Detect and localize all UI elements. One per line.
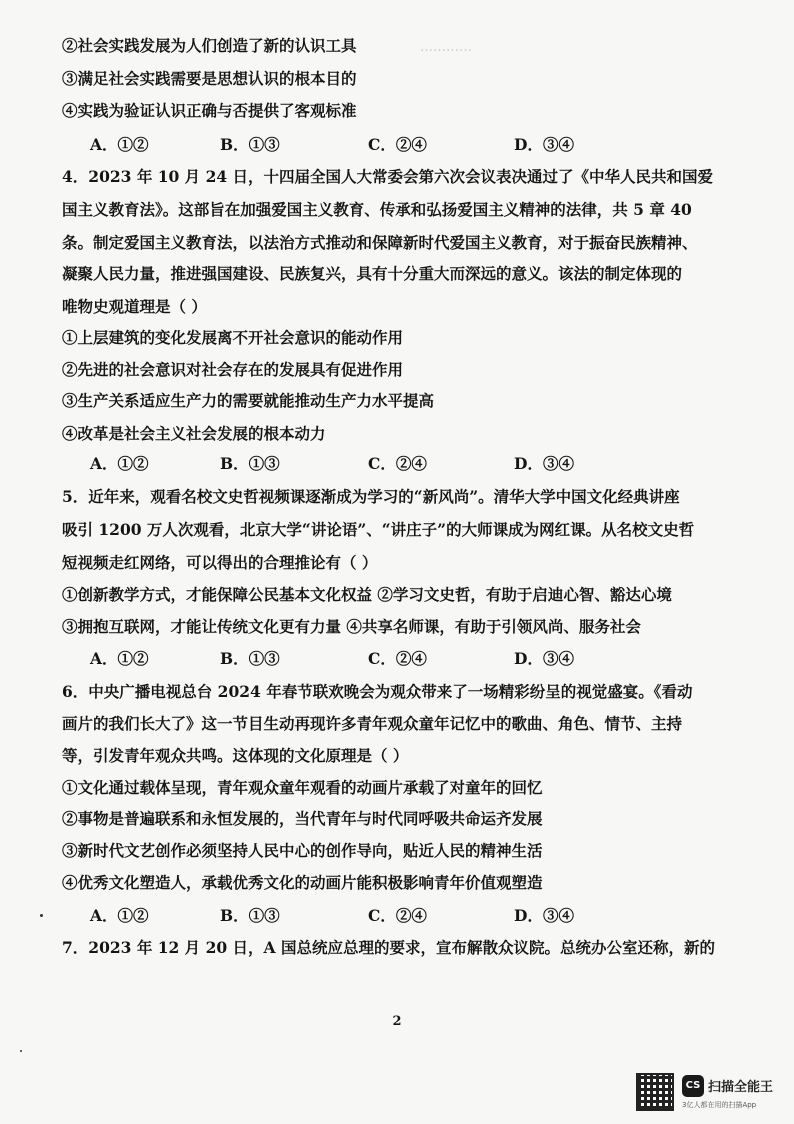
option-line: ①上层建筑的变化发展离不开社会意识的能动作用 (62, 328, 404, 347)
option-line: ③新时代文艺创作必须坚持人民中心的创作导向，贴近人民的精神生活 (62, 841, 543, 860)
choice-c: C．②④ (368, 649, 427, 668)
scanner-tagline: 3亿人都在用的扫描App (682, 1101, 757, 1109)
question-text: 短视频走红网络，可以得出的合理推论有（ ） (62, 553, 378, 572)
question-text: 7．2023 年 12 月 20 日，A 国总统应总理的要求，宣布解散众议院。总统办公室还称，新的 (62, 938, 715, 957)
question-text: 唯物史观道理是（ ） (62, 297, 207, 316)
option-line: ③满足社会实践需要是思想认识的根本目的 (62, 69, 357, 88)
question-text: 凝聚人民力量，推进强国建设、民族复兴，具有十分重大而深远的意义。该法的制定体现的 (62, 264, 683, 283)
question-text: 等，引发青年观众共鸣。这体现的文化原理是（ ） (62, 746, 409, 765)
option-line: ④实践为验证认识正确与否提供了客观标准 (62, 101, 357, 120)
cs-logo-icon: CS (682, 1075, 704, 1097)
scan-speck (40, 914, 43, 917)
option-line: ①创新教学方式，才能保障公民基本文化权益 ②学习文史哲，有助于启迪心智、豁达心境 (62, 585, 672, 604)
option-line: ③生产关系适应生产力的需要就能推动生产力水平提高 (62, 391, 435, 410)
choice-d: D．③④ (514, 649, 574, 668)
option-line: ④优秀文化塑造人，承载优秀文化的动画片能积极影响青年价值观塑造 (62, 873, 543, 892)
choice-c: C．②④ (368, 135, 427, 154)
choice-a: A．①② (90, 454, 149, 473)
choice-d: D．③④ (514, 906, 574, 925)
choice-c: C．②④ (368, 906, 427, 925)
option-line: ②社会实践发展为人们创造了新的认识工具 (62, 36, 357, 55)
option-line: ③拥抱互联网，才能让传统文化更有力量 ④共享名师课，有助于引领风尚、服务社会 (62, 617, 641, 636)
question-text: 国主义教育法》。这部旨在加强爱国主义教育、传承和弘扬爱国主义精神的法律，共 5 章 40 (62, 200, 692, 219)
choice-d: D．③④ (514, 454, 574, 473)
scanner-brand: 扫描全能王 (708, 1080, 774, 1095)
choice-c: C．②④ (368, 454, 427, 473)
page-number: 2 (392, 1014, 402, 1029)
choice-a: A．①② (90, 649, 149, 668)
question-text: 4．2023 年 10 月 24 日，十四届全国人大常委会第六次会议表决通过了《中华人民共和国爱 (62, 167, 714, 186)
scan-speck (20, 1050, 22, 1052)
option-line: ②事物是普遍联系和永恒发展的，当代青年与时代同呼吸共命运齐发展 (62, 809, 543, 828)
option-line: ②先进的社会意识对社会存在的发展具有促进作用 (62, 360, 404, 379)
choice-d: D．③④ (514, 135, 574, 154)
choice-b: B．①③ (220, 906, 280, 925)
question-text: 6．中央广播电视总台 2024 年春节联欢晚会为观众带来了一场精彩纷呈的视觉盛宴。《看动 (62, 682, 693, 701)
bleed-through-text: ………… (420, 40, 472, 55)
option-line: ①文化通过载体呈现，青年观众童年观看的动画片承载了对童年的回忆 (62, 778, 543, 797)
choice-a: A．①② (90, 906, 149, 925)
question-text: 画片的我们长大了》这一节目生动再现许多青年观众童年记忆中的歌曲、角色、情节、主持 (62, 714, 683, 733)
question-text: 条。制定爱国主义教育法，以法治方式推动和保障新时代爱国主义教育，对于振奋民族精神、 (62, 233, 698, 252)
question-text: 吸引 1200 万人次观看，北京大学“讲论语”、“讲庄子”的大师课成为网红课。从名校文史哲 (62, 520, 695, 539)
question-text: 5．近年来，观看名校文史哲视频课逐渐成为学习的“新风尚”。清华大学中国文化经典讲座 (62, 487, 680, 506)
choice-b: B．①③ (220, 649, 280, 668)
option-line: ④改革是社会主义社会发展的根本动力 (62, 424, 326, 443)
scanner-watermark (636, 1073, 786, 1115)
choice-b: B．①③ (220, 454, 280, 473)
choice-a: A．①② (90, 135, 149, 154)
choice-b: B．①③ (220, 135, 280, 154)
qr-code-icon (636, 1073, 674, 1111)
